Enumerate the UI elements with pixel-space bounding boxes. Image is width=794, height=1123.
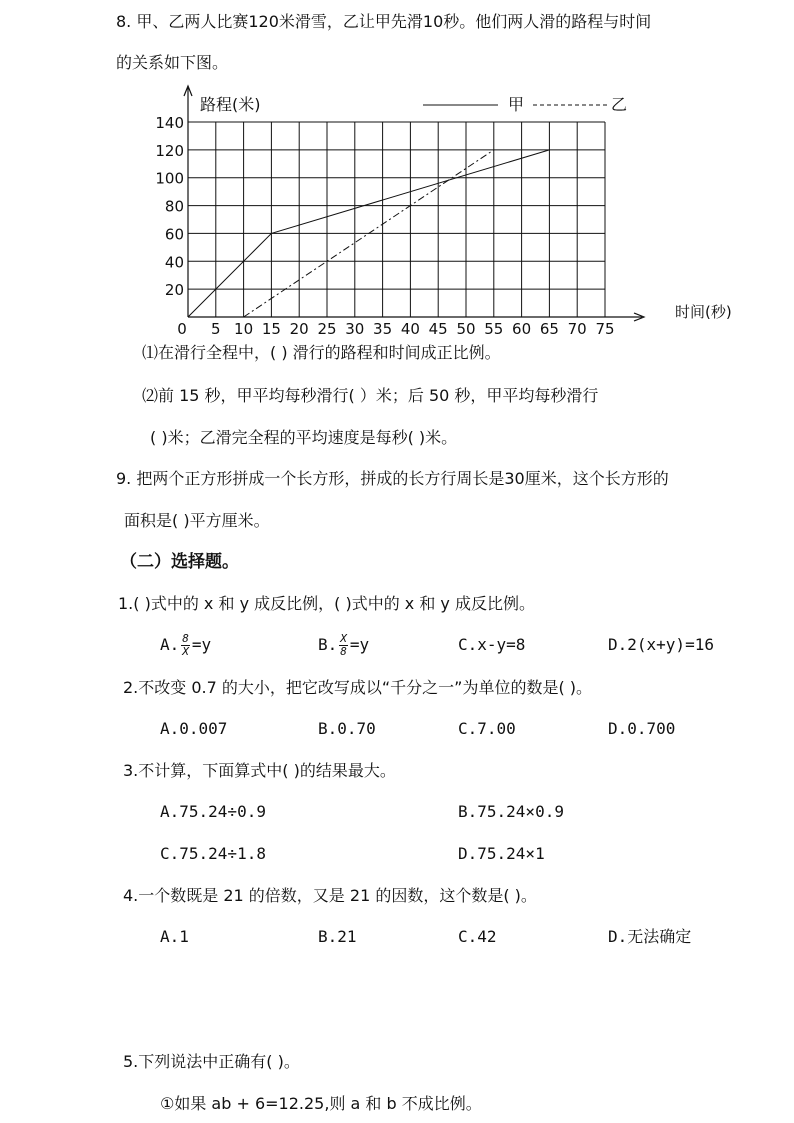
mc1-option-a[interactable] <box>160 628 211 662</box>
option-text: =y <box>191 635 212 654</box>
y-tick-label: 140 <box>155 114 184 132</box>
q8-line1: 8. 甲、乙两人比赛120米滑雪，乙让甲先滑10秒。他们两人滑的路程与时间 <box>116 12 652 31</box>
mc3-option-d[interactable]: D.75.24×1 <box>458 844 545 863</box>
fraction: $\frac{8}{X}$ <box>182 631 189 658</box>
legend-yi-label: 乙 <box>611 95 628 114</box>
y-tick-label: 20 <box>164 281 184 300</box>
x-tick-label: 55 <box>484 320 504 338</box>
x-tick-label: 35 <box>373 320 393 338</box>
mc4-option-a[interactable]: A.1 <box>160 927 189 946</box>
x-tick-label: 65 <box>539 320 559 338</box>
mc4-question: 4.一个数既是 21 的倍数，又是 21 的因数，这个数是( )。 <box>123 886 537 905</box>
x-tick-label: 40 <box>400 320 420 338</box>
y-tick-label: 100 <box>155 169 184 188</box>
mc1-question: 1.( )式中的 x 和 y 成反比例，( )式中的 x 和 y 成反比例。 <box>118 594 535 613</box>
section-title: （二）选择题。 <box>120 552 239 572</box>
q8-sub1: ⑴在滑行全程中，( ) 滑行的路程和时间成正比例。 <box>142 343 501 362</box>
x-tick-label: 30 <box>345 320 365 338</box>
x-tick-label: 50 <box>456 320 476 338</box>
mc3-option-b[interactable]: B.75.24×0.9 <box>458 802 564 821</box>
legend-jia-label: 甲 <box>508 95 525 114</box>
mc5-question: 5.下列说法中正确有( )。 <box>123 1052 300 1071</box>
mc2-option-b[interactable]: B.0.70 <box>318 719 376 738</box>
x-tick-label: 15 <box>261 320 281 338</box>
mc1-option-d[interactable]: D.2(x+y)=16 <box>608 635 714 654</box>
q8-sub2: ⑵前 15 秒，甲平均每秒滑行( ）米；后 50 秒，甲平均每秒滑行 <box>142 386 599 405</box>
mc2-question: 2.不改变 0.7 的大小，把它改写成以“千分之一”为单位的数是( )。 <box>123 678 593 697</box>
x-tick-label: 45 <box>428 320 448 338</box>
y-tick-label: 60 <box>164 225 184 244</box>
option-label: B. <box>318 635 338 654</box>
x-tick-label: 60 <box>512 320 532 338</box>
mc4-option-d[interactable]: D.无法确定 <box>608 927 692 946</box>
mc1-option-b[interactable] <box>318 628 369 662</box>
y-axis-label: 路程(米) <box>200 95 261 114</box>
mc3-option-a[interactable]: A.75.24÷0.9 <box>160 802 266 821</box>
mc4-option-b[interactable]: B.21 <box>318 927 357 946</box>
x-tick-label: 20 <box>289 320 309 338</box>
mc5-statement: ①如果 ab + 6=12.25,则 a 和 b 不成比例。 <box>160 1094 482 1113</box>
x-tick-label: 70 <box>567 320 587 338</box>
x-tick-label: 75 <box>595 320 615 338</box>
option-text: =y <box>349 635 370 654</box>
x-tick-label: 5 <box>211 320 221 338</box>
mc4-option-c[interactable]: C.42 <box>458 927 497 946</box>
mc2-option-a[interactable]: A.0.007 <box>160 719 228 738</box>
q9-line1: 9. 把两个正方形拼成一个长方形，拼成的长方行周长是30厘米，这个长方形的 <box>116 469 669 488</box>
x-tick-label: 0 <box>177 320 187 338</box>
mc3-question: 3.不计算，下面算式中( )的结果最大。 <box>123 761 396 780</box>
q9-line2: 面积是( )平方厘米。 <box>124 511 270 530</box>
q8-sub3: ( )米；乙滑完全程的平均速度是每秒( )米。 <box>150 428 458 447</box>
mc2-option-d[interactable]: D.0.700 <box>608 719 676 738</box>
fraction: $\frac{X}{8}$ <box>340 631 347 658</box>
mc3-option-c[interactable]: C.75.24÷1.8 <box>160 844 266 863</box>
option-label: A. <box>160 635 180 654</box>
distance-time-chart <box>150 80 770 345</box>
x-tick-label: 25 <box>317 320 337 338</box>
y-tick-label: 80 <box>164 197 184 216</box>
mc1-option-c[interactable]: C.x-y=8 <box>458 635 526 654</box>
q8-line2: 的关系如下图。 <box>116 53 229 72</box>
x-tick-label: 10 <box>234 320 254 338</box>
mc2-option-c[interactable]: C.7.00 <box>458 719 516 738</box>
x-axis-label: 时间(秒) <box>675 303 732 321</box>
y-tick-label: 120 <box>155 141 184 160</box>
y-tick-label: 40 <box>164 253 184 272</box>
